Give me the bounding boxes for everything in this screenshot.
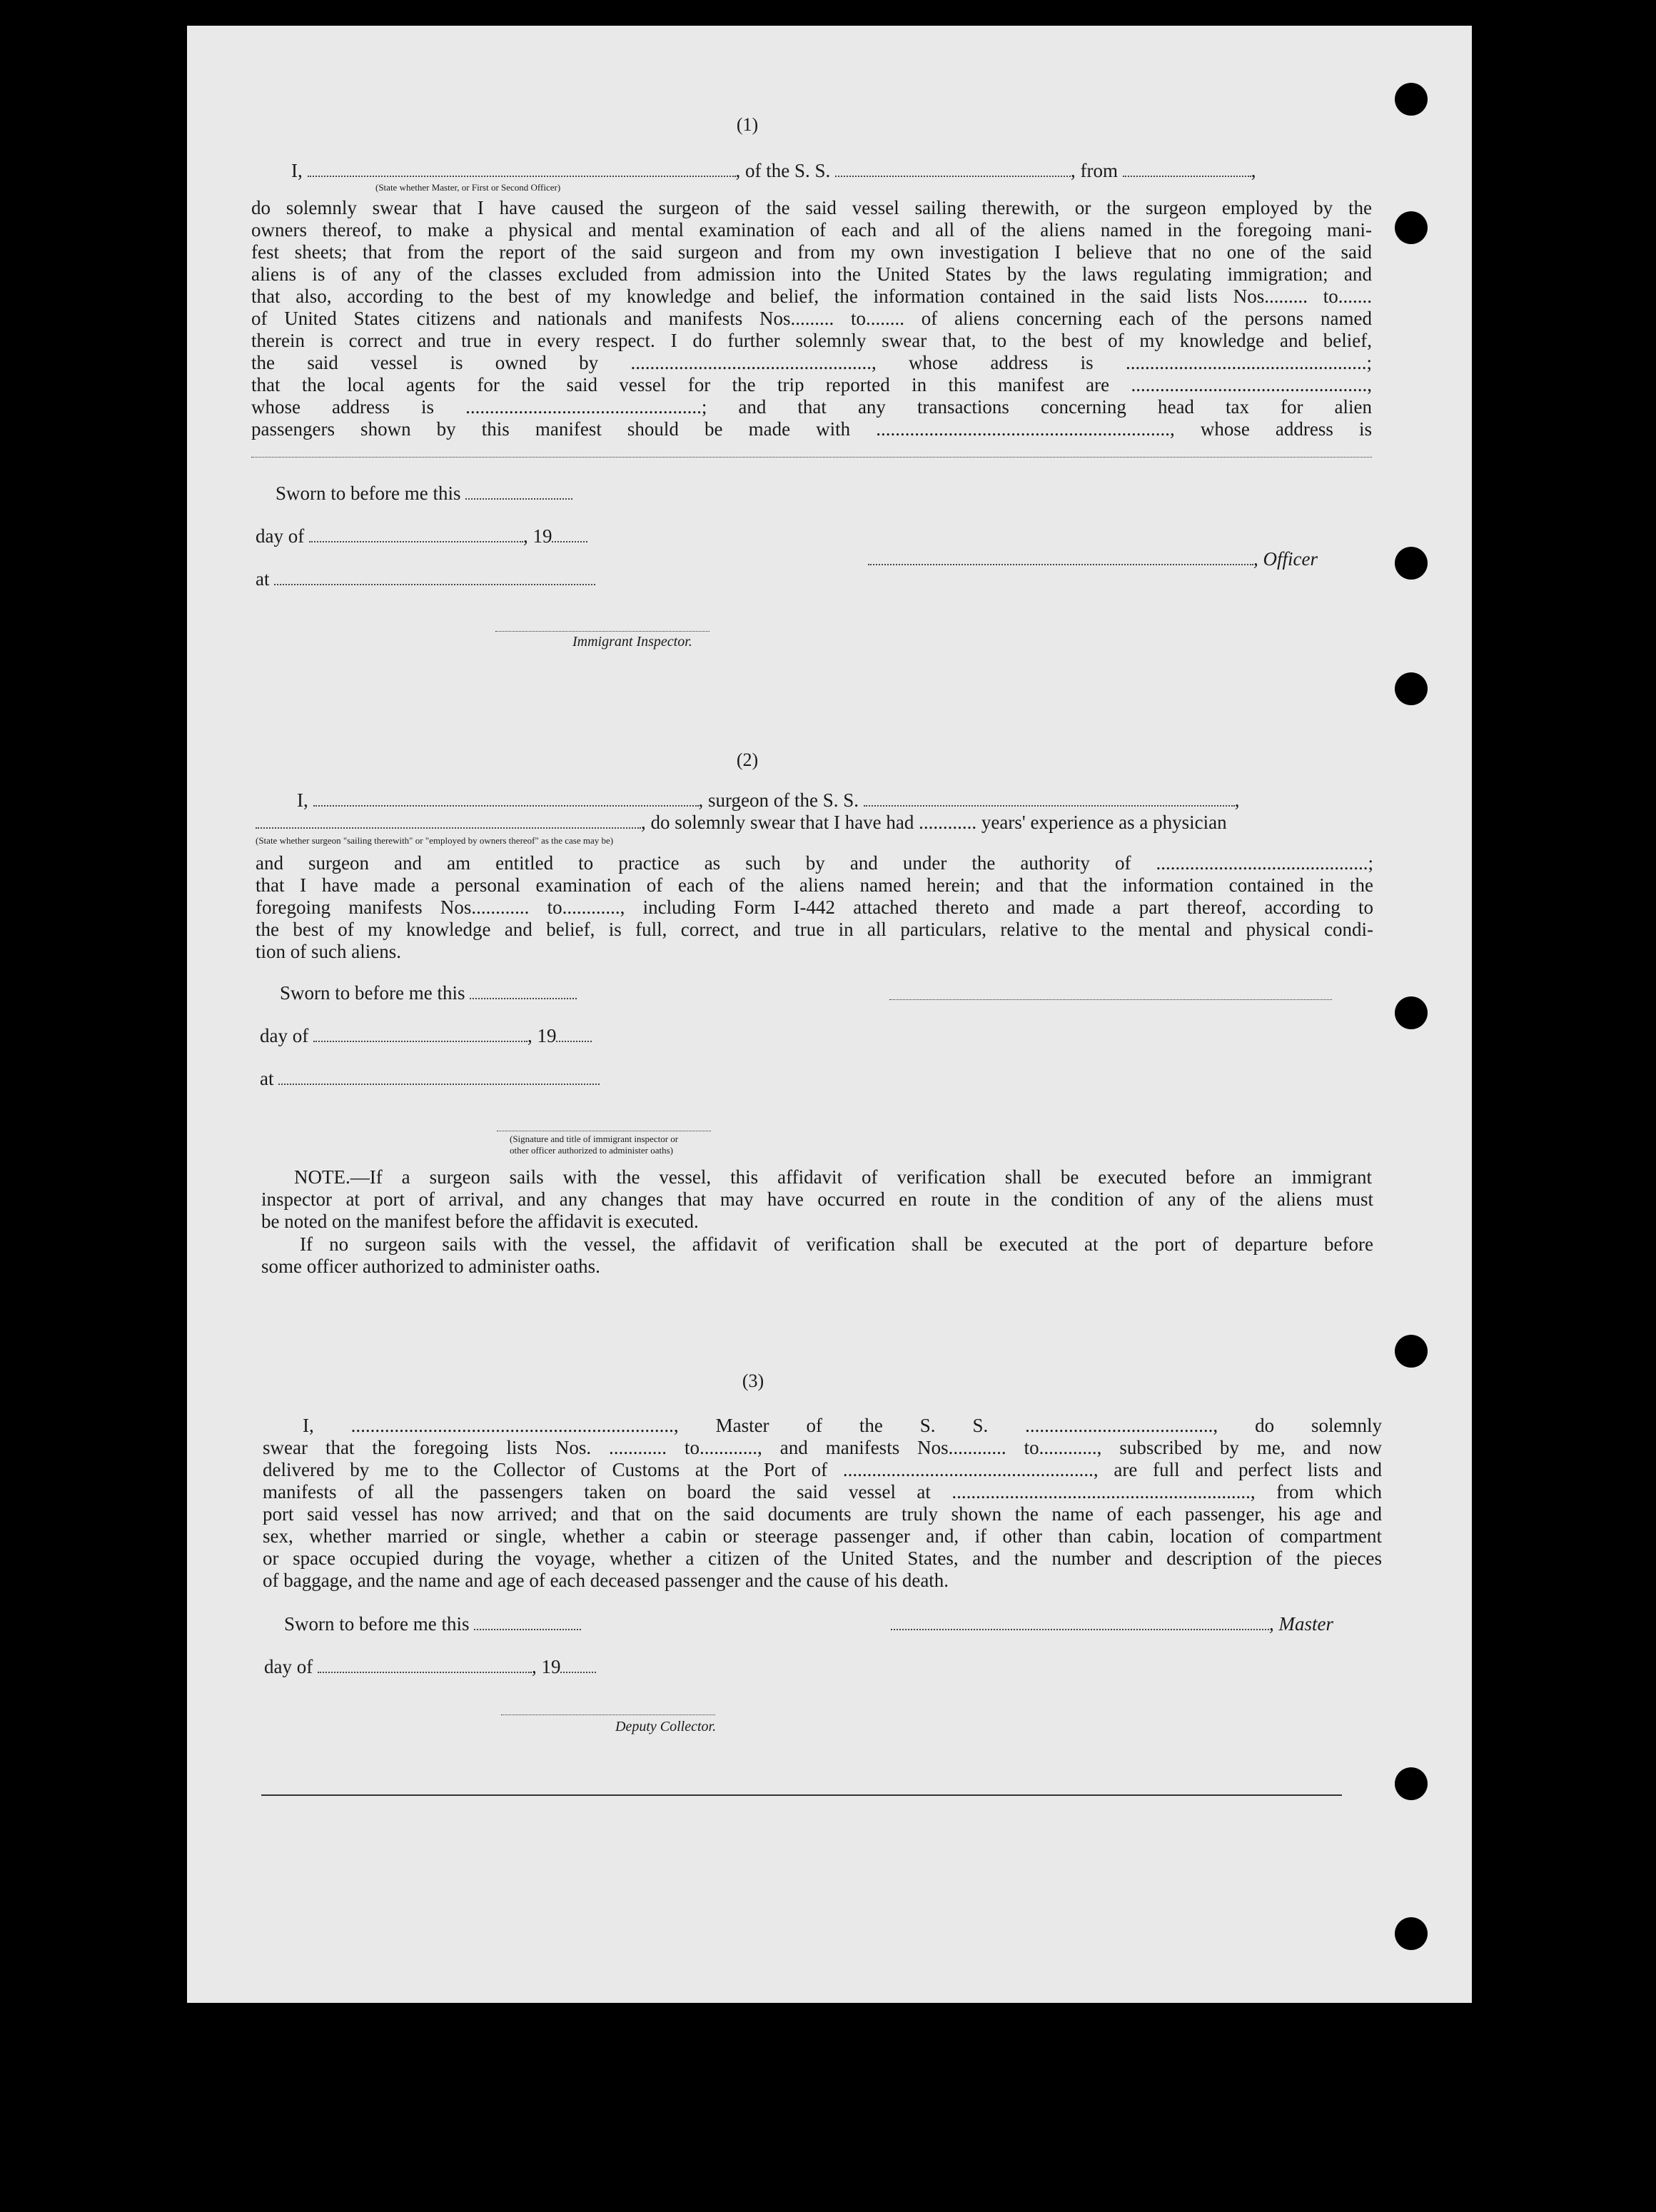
s1-line-3: aliens is of any of the classes excluded from admission into the United States by the laws regulating immigration; and: [251, 263, 1372, 285]
s1-line-7: the said vessel is owned by .................................................., whose address is ..................................................;: [251, 352, 1372, 373]
s1-day-row: [256, 525, 587, 547]
s1-at-label: at: [256, 568, 270, 590]
s2-year-label: , 19: [527, 1025, 557, 1046]
punch-hole-5: [1395, 996, 1428, 1029]
s1-sworn-row: [276, 483, 572, 505]
s3-line-3: manifests of all the passengers taken on board the said vessel at .............................................................., from which: [263, 1481, 1382, 1503]
s2-oath-line: I, , surgeon of the S. S. ,: [297, 789, 1240, 811]
s1-line-5: of United States citizens and nationals and manifests Nos......... to........ of aliens concerning each of the persons named: [251, 308, 1372, 329]
s3-line-last: of baggage, and the name and age of each deceased passenger and the cause of his death.: [263, 1570, 949, 1591]
s2-line-0: and surgeon and am entitled to practice as such by and under the authority of ............................................;: [256, 852, 1373, 874]
s2-prefix: I,: [297, 789, 308, 811]
s3-line-0: I, ..................................................................., Master of the S. S. ......................................., do solemnly: [303, 1415, 1382, 1436]
note2-line-last: some officer authorized to administer oaths.: [261, 1256, 600, 1277]
bottom-rule: [261, 1794, 1342, 1796]
s2-day-row: [260, 1025, 592, 1047]
s2-sworn-label: Sworn to before me this: [280, 982, 465, 1004]
deputy-collector-label: Deputy Collector.: [615, 1719, 717, 1734]
s1-line-6: therein is correct and true in every respect. I do further solemnly swear that, to the best of my knowledge and belief,: [251, 330, 1372, 351]
sig-note-2: other officer authorized to administer oaths): [510, 1145, 673, 1156]
s1-officer-row: [868, 548, 1318, 570]
s3-line-4: port said vessel has now arrived; and that on the said documents are truly shown the name of each passenger, his age and: [263, 1503, 1382, 1525]
immigrant-inspector-label: Immigrant Inspector.: [572, 634, 692, 650]
s2-day-label: day of: [260, 1025, 309, 1046]
section-1-number: (1): [736, 114, 759, 135]
s1-line-0: do solemnly swear that I have caused the surgeon of the said vessel sailing therewith, or the surgeon employed by the: [251, 197, 1372, 218]
s2-line-2-row: [256, 812, 1227, 834]
note-line-1: inspector at port of arrival, and any changes that may have occurred en route in the condition of any of the aliens must: [261, 1188, 1373, 1210]
punch-hole-8: [1395, 1917, 1428, 1950]
note-line-last: be noted on the manifest before the affidavit is executed.: [261, 1211, 699, 1232]
punch-hole-6: [1395, 1335, 1428, 1368]
s2-line-1: that I have made a personal examination of each of the aliens named herein; and that the information contained in the: [256, 874, 1373, 896]
s3-line-2: delivered by me to the Collector of Customs at the Port of ...................................................., are full and perfect lists and: [263, 1459, 1382, 1480]
sig-note-1: (Signature and title of immigrant inspector or: [510, 1133, 679, 1144]
s3-line-1: swear that the foregoing lists Nos. ............ to............, and manifests Nos............ to............, subscribed by me, and now: [263, 1437, 1382, 1458]
s1-day-label: day of: [256, 525, 305, 547]
s2-sworn-row: [280, 982, 577, 1004]
s1-inspector-line: [495, 631, 710, 632]
s2-at-label: at: [260, 1068, 274, 1089]
s3-day-row: [264, 1656, 596, 1678]
s3-sworn-label: Sworn to before me this: [284, 1613, 470, 1635]
s1-line-2: fest sheets; that from the report of the said surgeon and from my own investigation I believe that no one of the said: [251, 241, 1372, 263]
officer-note: (State whether Master, or First or Second Officer): [375, 182, 561, 193]
officer-label: , Officer: [1253, 548, 1318, 570]
s2-surgeon-label: , surgeon of the S. S.: [698, 789, 859, 811]
form-sheet: [187, 26, 1472, 2003]
s1-line-4: that also, according to the best of my knowledge and belief, the information contained in the said lists Nos......... to.......: [251, 286, 1372, 307]
s3-day-label: day of: [264, 1656, 313, 1677]
note2-line: If no surgeon sails with the vessel, the affidavit of verification shall be executed at the port of departure before: [300, 1233, 1373, 1255]
punch-hole-1: [1395, 83, 1428, 116]
s3-line-5: sex, whether married or single, whether a cabin or steerage passenger and, if other than cabin, location of compartment: [263, 1525, 1382, 1547]
s2-signature-line: [889, 999, 1332, 1000]
s3-line-6: or space occupied during the voyage, whether a citizen of the United States, and the number and description of the pieces: [263, 1547, 1382, 1569]
s2-line-2b: foregoing manifests Nos............ to............, including Form I-442 attached thereto and made a part thereof, according to: [256, 897, 1373, 918]
from-label: , from: [1071, 160, 1118, 181]
s3-year-label: , 19: [531, 1656, 561, 1677]
s2-line-2: , do solemnly swear that I have had ............ years' experience as a physician: [641, 812, 1227, 833]
punch-hole-7: [1395, 1767, 1428, 1800]
section-3-number: (3): [742, 1370, 764, 1391]
surgeon-note: (State whether surgeon "sailing therewith" or "employed by owners thereof" as the case may be): [256, 835, 614, 846]
oath-prefix: I,: [291, 160, 303, 181]
section-1-oath-line: I, , of the S. S. , from ,: [291, 160, 1256, 181]
s1-sworn-label: Sworn to before me this: [276, 483, 461, 504]
s3-master-row: [891, 1613, 1333, 1635]
punch-hole-4: [1395, 672, 1428, 705]
vessel-label: , of the S. S.: [735, 160, 831, 181]
note-line-0: NOTE.—If a surgeon sails with the vessel, this affidavit of verification shall be executed before an immigrant: [294, 1166, 1372, 1188]
s2-line-3: the best of my knowledge and belief, is full, correct, and true in all particulars, relative to the mental and physical condi-: [256, 919, 1373, 940]
s2-at-row: [260, 1068, 600, 1090]
s1-line-10: passengers shown by this manifest should be made with ............................................................., whose address is: [251, 418, 1372, 440]
master-label: , Master: [1269, 1613, 1333, 1635]
s1-at-row: [256, 568, 595, 590]
s1-line-1: owners thereof, to make a physical and mental examination of each and all of the aliens named in the foregoing mani-: [251, 219, 1372, 241]
section-2-number: (2): [736, 749, 759, 770]
punch-hole-2: [1395, 211, 1428, 244]
s1-year-label: , 19: [522, 525, 552, 547]
s1-address-line: [251, 457, 1372, 458]
s3-deputy-line: [501, 1714, 715, 1715]
s2-line-last: tion of such aliens.: [256, 941, 401, 962]
s1-line-8: that the local agents for the said vessel for the trip reported in this manifest are .................................................,: [251, 374, 1372, 395]
s3-sworn-row: [284, 1613, 581, 1635]
s1-line-9: whose address is .................................................; and that any transactions concerning head tax for alien: [251, 396, 1372, 418]
punch-hole-3: [1395, 547, 1428, 580]
